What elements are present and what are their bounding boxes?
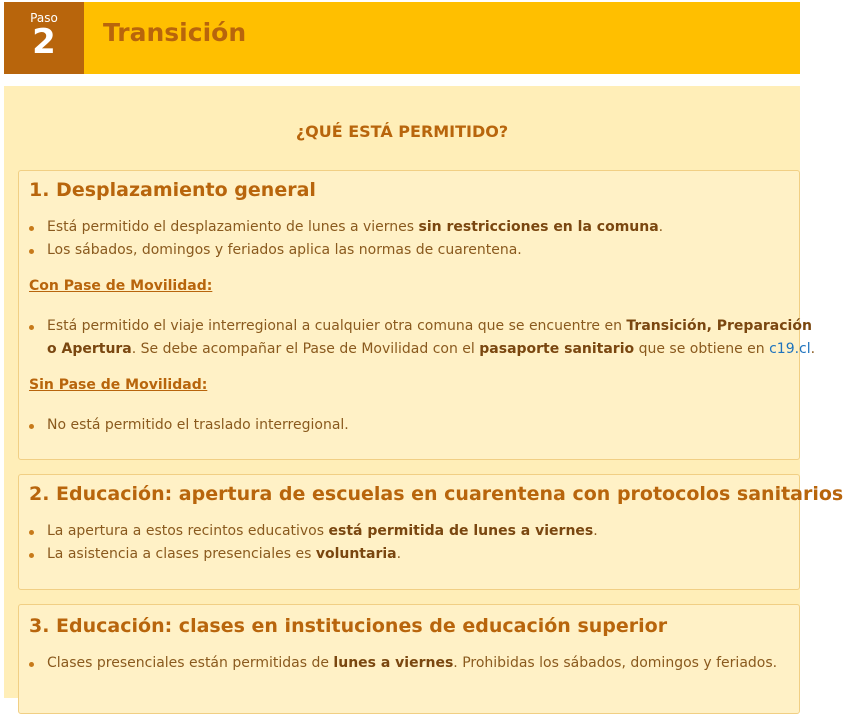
page-title: Transición	[103, 18, 247, 47]
step-badge	[4, 2, 84, 74]
with-pass-subheading: Con Pase de Movilidad:	[29, 278, 213, 294]
card-title: 1. Desplazamiento general	[29, 179, 316, 201]
content-panel	[4, 86, 843, 698]
without-pass-subheading: Sin Pase de Movilidad:	[29, 377, 208, 393]
c19-link[interactable]: c19.cl	[769, 341, 811, 357]
card-school-opening: 2. Educación: apertura de escuelas en cuarentena con protocolos sanitarios La apertura a estos recintos educativos está permitida de lunes a viernes. La asistencia a clases presenciales es voluntaria.	[18, 474, 800, 590]
card-general-movement: 1. Desplazamiento general Está permitido el desplazamiento de lunes a viernes sin restricciones en la comuna. Los sábados, domingos y feriados aplica las normas de cuarentena. Con Pase de Movilidad: Está permitido el viaje interregional a cualquier otra comuna que se encuentre en Transición, Preparación o Apertura. Se debe acompañar el Pase de Movilidad con el pasaporte sanitario que se obtiene en c19.cl. Sin Pase de Movilidad: No está permitido el traslado interregional.	[18, 170, 800, 460]
section-title: ¿QUÉ ESTÁ PERMITIDO?	[295, 122, 509, 141]
step-number: 2	[32, 22, 56, 62]
card-title: 2. Educación: apertura de escuelas en cuarentena con protocolos sanitarios	[29, 483, 843, 505]
card-higher-education: 3. Educación: clases en instituciones de educación superior Clases presenciales están permitidas de lunes a viernes. Prohibidas los sábados, domingos y feriados.	[18, 604, 800, 714]
card-title: 3. Educación: clases en instituciones de educación superior	[29, 615, 668, 637]
step-header	[4, 2, 800, 74]
step-label: Paso	[30, 11, 58, 25]
